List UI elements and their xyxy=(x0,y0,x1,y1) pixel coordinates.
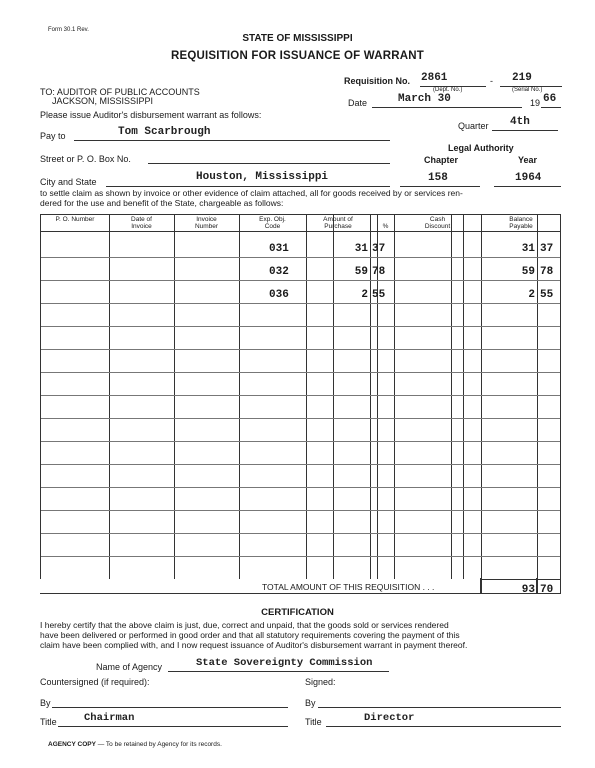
col-divider xyxy=(370,215,371,593)
title-label-right: Title xyxy=(305,717,322,727)
chapter-line xyxy=(400,186,480,187)
footer xyxy=(48,741,222,748)
header-rule xyxy=(41,231,560,232)
date-year-prefix: 19 xyxy=(530,98,541,108)
header-cash-discount: Cash Discount xyxy=(424,216,451,230)
settle-text-2: dered for the use and benefit of the State, chargeable as follows: xyxy=(40,198,284,208)
pay-to-value: Tom Scarbrough xyxy=(118,126,211,138)
city-value: Houston, Mississippi xyxy=(196,171,329,183)
row-rule xyxy=(41,510,560,511)
city-line xyxy=(106,186,390,187)
col-divider xyxy=(463,215,464,593)
street-label: Street or P. O. Box No. xyxy=(40,154,131,164)
legal-authority-label: Legal Authority xyxy=(448,143,514,153)
row-3-amount-dollars: 2 xyxy=(361,289,368,301)
row-1-amount-cents: 37 xyxy=(372,243,386,255)
row-1-code: 031 xyxy=(269,243,289,255)
to-line-2: JACKSON, MISSISSIPPI xyxy=(52,96,154,106)
header-percent: % xyxy=(382,223,389,230)
certification-title: CERTIFICATION xyxy=(261,607,334,618)
table-bottom-rule xyxy=(40,593,561,594)
footer-rest: — To be retained by Agency for its records. xyxy=(95,741,222,748)
by-line-right xyxy=(318,707,561,708)
row-3-amount-cents: 55 xyxy=(372,289,386,301)
row-rule xyxy=(41,395,560,396)
row-2-balance-dollars: 59 xyxy=(521,266,535,278)
header-exp-obj-code: Exp. Obj. Code xyxy=(259,216,286,230)
city-label: City and State xyxy=(40,177,97,187)
please-issue: Please issue Auditor's disbursement warrant as follows: xyxy=(40,110,262,120)
row-3-balance-dollars: 2 xyxy=(528,289,535,301)
total-cents: 70 xyxy=(540,584,554,596)
dept-no-value: 2861 xyxy=(421,72,448,84)
settle-text-1: to settle claim as shown by invoice or other evidence of claim attached, all for goods received by or services ren- xyxy=(40,188,463,198)
title-line-left xyxy=(58,726,288,727)
col-divider xyxy=(306,215,307,593)
row-rule xyxy=(41,349,560,350)
row-rule xyxy=(41,280,560,281)
agency-value: State Sovereignty Commission xyxy=(196,657,373,669)
by-label-right: By xyxy=(305,698,316,708)
col-divider xyxy=(239,215,240,593)
col-divider xyxy=(451,215,452,593)
header-date-of-invoice: Date of Invoice xyxy=(131,216,152,230)
row-rule xyxy=(41,487,560,488)
total-divider xyxy=(536,578,537,594)
form-title: REQUISITION FOR ISSUANCE OF WARRANT xyxy=(171,50,424,62)
col-divider xyxy=(109,215,110,593)
quarter-value: 4th xyxy=(510,116,530,128)
title-line-right xyxy=(326,726,561,727)
col-divider xyxy=(394,215,395,593)
row-rule xyxy=(41,418,560,419)
signed-label: Signed: xyxy=(305,677,336,687)
row-rule xyxy=(41,257,560,258)
header-invoice-number: Invoice Number xyxy=(194,216,219,230)
serial-no-value: 219 xyxy=(512,72,532,84)
row-3-balance-cents: 55 xyxy=(540,289,554,301)
form-number: Form 30.1 Rev. xyxy=(48,27,89,33)
row-3-code: 036 xyxy=(269,289,289,301)
total-dollars: 93 xyxy=(521,584,535,596)
row-rule xyxy=(41,441,560,442)
row-rule xyxy=(41,326,560,327)
total-label-text: TOTAL AMOUNT OF THIS REQUISITION . . . xyxy=(262,582,435,592)
requisition-label: Requisition No. xyxy=(344,76,410,86)
certification-line-1: I hereby certify that the above claim is just, due, correct and unpaid, that the goods sold or services rendered xyxy=(40,620,449,630)
row-1-balance-dollars: 31 xyxy=(521,243,535,255)
col-divider xyxy=(174,215,175,593)
dept-no-caption: (Dept. No.) xyxy=(433,87,463,93)
row-2-code: 032 xyxy=(269,266,289,278)
left-title-value: Chairman xyxy=(84,712,135,724)
agency-line xyxy=(168,671,389,672)
total-divider xyxy=(480,578,481,594)
header-balance-payable: Balance Payable xyxy=(509,216,533,230)
row-rule xyxy=(41,533,560,534)
date-label: Date xyxy=(348,98,368,108)
footer-bold: AGENCY COPY xyxy=(48,741,96,748)
pay-to-label: Pay to xyxy=(40,131,66,141)
certification-line-3: claim have been complied with, and I now request issuance of Auditor's disbursement warrant in payment thereof. xyxy=(40,640,468,650)
by-line-left xyxy=(52,707,288,708)
row-1-balance-cents: 37 xyxy=(540,243,554,255)
year-value: 1964 xyxy=(515,172,542,184)
serial-no-caption: (Serial No.) xyxy=(512,87,543,93)
chapter-label: Chapter xyxy=(424,155,459,165)
claims-table xyxy=(40,214,561,594)
date-value: March 30 xyxy=(398,93,451,105)
year-line xyxy=(494,186,561,187)
date-year-line xyxy=(541,107,561,108)
row-rule xyxy=(41,464,560,465)
agency-label: Name of Agency xyxy=(96,662,163,672)
pay-to-line xyxy=(74,140,390,141)
state-title: STATE OF MISSISSIPPI xyxy=(242,33,353,44)
date-line xyxy=(372,107,522,108)
col-divider xyxy=(537,215,538,593)
street-line xyxy=(148,163,390,164)
date-year-value: 66 xyxy=(543,93,557,105)
title-label-left: Title xyxy=(40,717,57,727)
col-divider xyxy=(333,215,334,593)
header-po-number: P. O. Number xyxy=(55,216,95,223)
row-1-amount-dollars: 31 xyxy=(354,243,368,255)
row-2-balance-cents: 78 xyxy=(540,266,554,278)
header-amount-of-purchase: Amount of Purchase xyxy=(323,216,353,230)
countersigned-label: Countersigned (if required): xyxy=(40,677,150,687)
row-rule xyxy=(41,372,560,373)
row-2-amount-cents: 78 xyxy=(372,266,386,278)
by-label-left: By xyxy=(40,698,51,708)
certification-line-2: have been delivered or performed in good order and that all statutory requirements covering the payment of this xyxy=(40,630,460,640)
to-line-1: TO: AUDITOR OF PUBLIC ACCOUNTS xyxy=(40,87,200,97)
requisition-dash: - xyxy=(490,76,493,86)
row-rule xyxy=(41,303,560,304)
row-rule xyxy=(41,556,560,557)
col-divider xyxy=(481,215,482,593)
year-label: Year xyxy=(518,155,538,165)
quarter-line xyxy=(492,130,558,131)
row-2-amount-dollars: 59 xyxy=(354,266,368,278)
right-title-value: Director xyxy=(364,712,415,724)
quarter-label: Quarter xyxy=(458,121,489,131)
chapter-value: 158 xyxy=(428,172,448,184)
